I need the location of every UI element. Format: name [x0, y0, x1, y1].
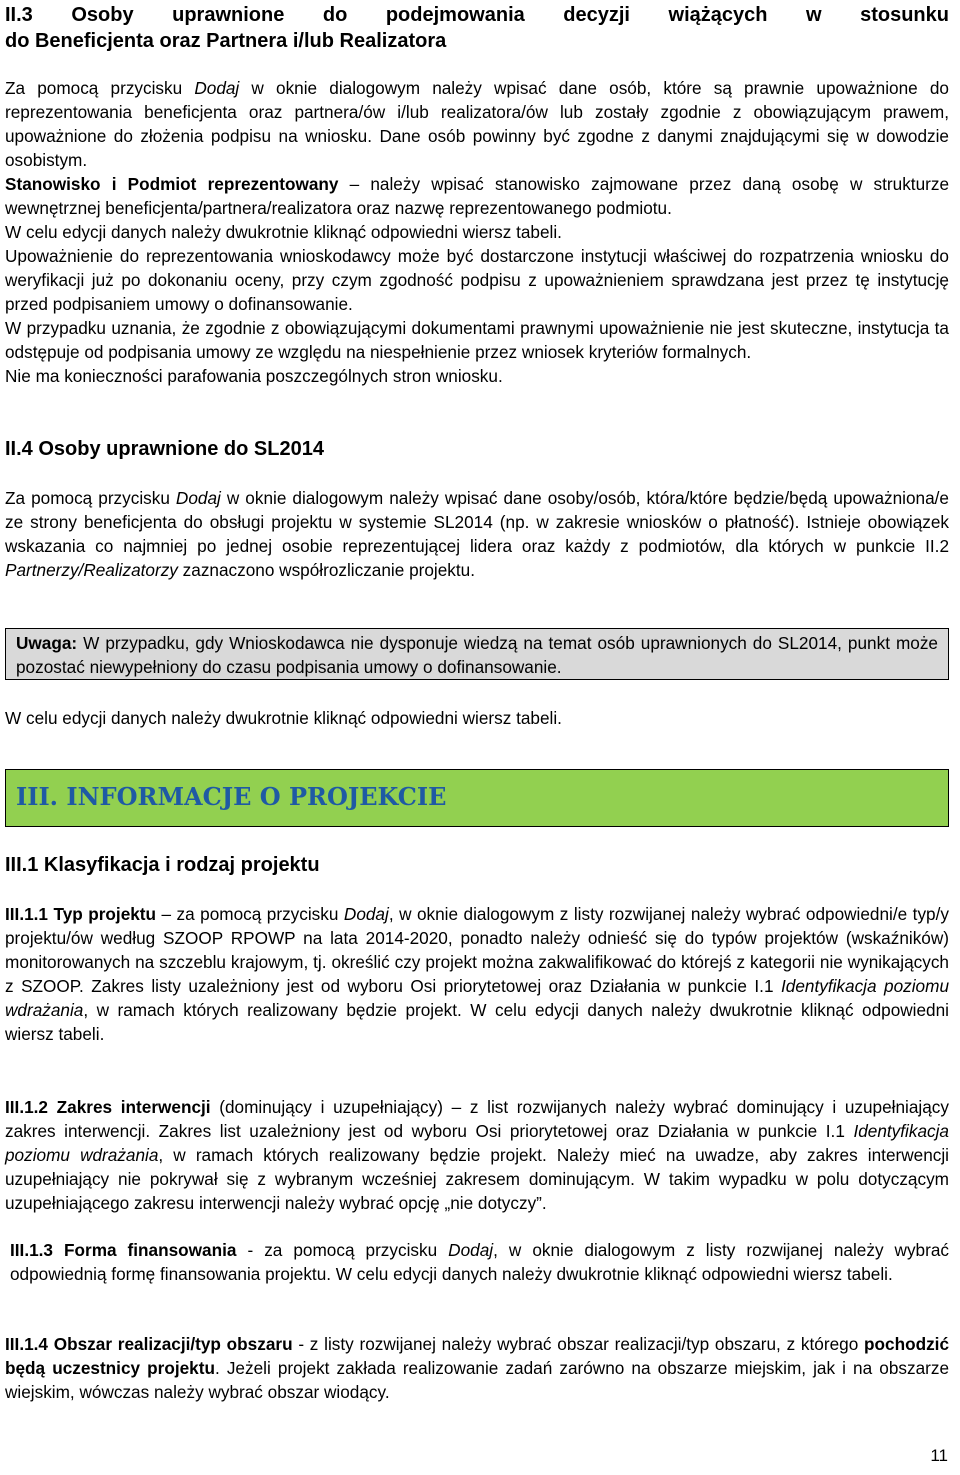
text: , w oknie dialogowym z listy rozwijanej należy wybrać odpowiedni/e typ/y projektu/ów według SZOOP RPOWP na lata 2014-2020, ponadto należy odnieść się do typów projektów (wskaźników) monitorowanych na szczeblu krajowym, tj. określić czy projekt można zakwalifikować do którejś z kategorii nie wynikających z SZOOP. Zakres listy uzależniony jest od wyboru Osi priorytetowej oraz Działania w punkcie I.1: [5, 904, 949, 996]
text: W przypadku, gdy Wnioskodawca nie dysponuje wiedzą na temat osób uprawnionych do SL2014, punkt może pozostać niewypełniony do czasu podpisania umowy o dofinansowanie.: [16, 633, 938, 677]
section-2-3-body: [5, 76, 949, 388]
heading-line-2: do Beneficjenta oraz Partnera i/lub Realizatora: [5, 30, 447, 52]
text: – należy wpisać stanowisko zajmowane przez daną osobę w strukturze wewnętrznej beneficjenta/partnera/realizatora oraz nazwę reprezentowanego podmiotu.: [5, 174, 949, 218]
paragraph: Nie ma konieczności parafowania poszczególnych stron wniosku.: [5, 366, 503, 386]
text: zaznaczono współrozliczanie projektu.: [177, 560, 476, 580]
heading-word: Osoby: [71, 4, 134, 26]
section-2-4-footer: [5, 706, 949, 730]
italic-term: Partnerzy/Realizatorzy: [5, 560, 178, 580]
heading-word: stosunku: [860, 4, 949, 26]
banner-title: III. INFORMACJE O PROJEKCIE: [16, 782, 447, 811]
heading-word: uprawnione: [172, 4, 285, 26]
section-banner: [5, 769, 949, 827]
bold-term: III.1.4 Obszar realizacji/typ obszaru: [5, 1334, 293, 1354]
page-number: 11: [930, 1446, 948, 1465]
paragraph: [5, 902, 949, 1046]
paragraph: [5, 76, 949, 172]
text: . Jeżeli projekt zakłada realizowanie zadań zarówno na obszarze miejskim, jak i na obszarze wiejskim, wówczas należy wybrać obszar wiodący.: [5, 1358, 949, 1402]
heading-word: II.3: [5, 4, 33, 26]
text: (dominujący i uzupełniający) – z list rozwijanych należy wybrać dominujący i uzupełniający zakres interwencji. Zakres list uzależniony jest od wyboru Osi priorytetowej oraz Działania w punkcie I.1: [5, 1097, 949, 1141]
italic-term: Identyfikacja poziomu wdrażania: [5, 976, 949, 1020]
text: – za pomocą przycisku: [156, 904, 344, 924]
section-3-1-3: [5, 1238, 949, 1286]
heading-word: decyzji: [563, 4, 630, 26]
paragraph: W celu edycji danych należy dwukrotnie kliknąć odpowiedni wiersz tabeli.: [5, 222, 562, 242]
bold-term: III.1.2 Zakres interwencji: [5, 1097, 211, 1117]
heading-word: podejmowania: [385, 4, 525, 26]
text: , w ramach których realizowany będzie projekt. Należy mieć na uwadze, aby zakres interwencji uzupełniający nie pokrywał się z wybranym wcześniej zakresem dominującym. W takim wypadku w polu dotyczącym uzupełniającego zakresu interwencji należy wybrać opcję „nie dotyczy”.: [5, 1145, 949, 1213]
bold-term: III.1.1 Typ projektu: [5, 904, 157, 924]
text: w oknie dialogowym należy wpisać dane osoby/osób, która/które będzie/będą upoważniona/e ze strony beneficjenta do obsługi projektu w systemie SL2014 (np. w zakresie wniosków o płatność). Istnieje obowiązek wskazania co najmniej po jednej osobie reprezentującej lidera oraz każdy z podmiotów, dla których w punkcie II.2: [5, 488, 949, 556]
section-heading-3-1: [5, 852, 949, 878]
section-2-4-body: [5, 486, 949, 582]
paragraph: [5, 486, 949, 582]
italic-term: Identyfikacja poziomu wdrażania: [5, 1121, 949, 1165]
note-label: Uwaga:: [16, 633, 78, 653]
bold-term: Stanowisko i Podmiot reprezentowany: [5, 174, 339, 194]
paragraph: [5, 1332, 949, 1404]
heading-word: do: [322, 4, 348, 26]
section-title: III.1 Klasyfikacja i rodzaj projektu: [5, 854, 320, 876]
text: Za pomocą przycisku: [5, 78, 195, 98]
paragraph: [5, 172, 949, 220]
text: , w ramach których realizowany będzie projekt. W celu edycji danych należy dwukrotnie kliknąć odpowiedni wiersz tabeli.: [5, 1000, 949, 1044]
text: - za pomocą przycisku: [236, 1240, 449, 1260]
heading-line-1: [5, 2, 949, 28]
paragraph: W przypadku uznania, że zgodnie z obowiązującymi dokumentami prawnymi upoważnienie nie jest skuteczne, instytucja ta odstępuje od podpisania umowy ze względu na niespełnienie przez wniosek kryteriów formalnych.: [5, 318, 949, 362]
text: , w oknie dialogowym z listy rozwijanej należy wybrać odpowiednią formę finansowania projektu. W celu edycji danych należy dwukrotnie kliknąć odpowiedni wiersz tabeli.: [10, 1240, 949, 1284]
dodaj-term: Dodaj: [343, 904, 389, 924]
bold-term: III.1.3 Forma finansowania: [10, 1240, 237, 1260]
note-text: [16, 631, 938, 679]
paragraph: [10, 1238, 949, 1286]
text: - z listy rozwijanej należy wybrać obszar realizacji/typ obszaru, z którego: [292, 1334, 865, 1354]
section-heading-2-4: [5, 436, 949, 462]
note-box: [5, 628, 949, 680]
text: w oknie dialogowym należy wpisać dane osób, które są prawnie upoważnione do reprezentowania beneficjenta oraz partnera/ów i/lub realizatora/ów lub zostały zgodnie z obowiązującym prawem, upoważnione do złożenia podpisu na wniosku. Dane osób powinny być zgodne z danymi znajdującymi się w dowodzie osobistym.: [5, 78, 949, 170]
section-heading-2-3: [5, 2, 949, 54]
text: Za pomocą przycisku: [5, 488, 176, 508]
heading-word: w: [806, 4, 822, 26]
paragraph: Upoważnienie do reprezentowania wnioskodawcy może być dostarczone instytucji właściwej do rozpatrzenia wniosku do weryfikacji już po dokonaniu oceny, przy czym zgodność podpisu z upoważnieniem sprawdzana jest przez tę instytucję przed podpisaniem umowy o dofinansowanie.: [5, 246, 949, 314]
paragraph: W celu edycji danych należy dwukrotnie kliknąć odpowiedni wiersz tabeli.: [5, 708, 562, 728]
dodaj-term: Dodaj: [175, 488, 221, 508]
dodaj-term: Dodaj: [448, 1240, 494, 1260]
paragraph: [5, 1095, 949, 1215]
section-title: II.4 Osoby uprawnione do SL2014: [5, 438, 324, 460]
bold-term: pochodzić będą uczestnicy projektu: [5, 1334, 949, 1378]
section-3-1-1: [5, 902, 949, 1046]
section-3-1-4: [5, 1332, 949, 1404]
dodaj-term: Dodaj: [194, 78, 240, 98]
heading-word: wiążących: [668, 4, 768, 26]
section-3-1-2: [5, 1095, 949, 1215]
